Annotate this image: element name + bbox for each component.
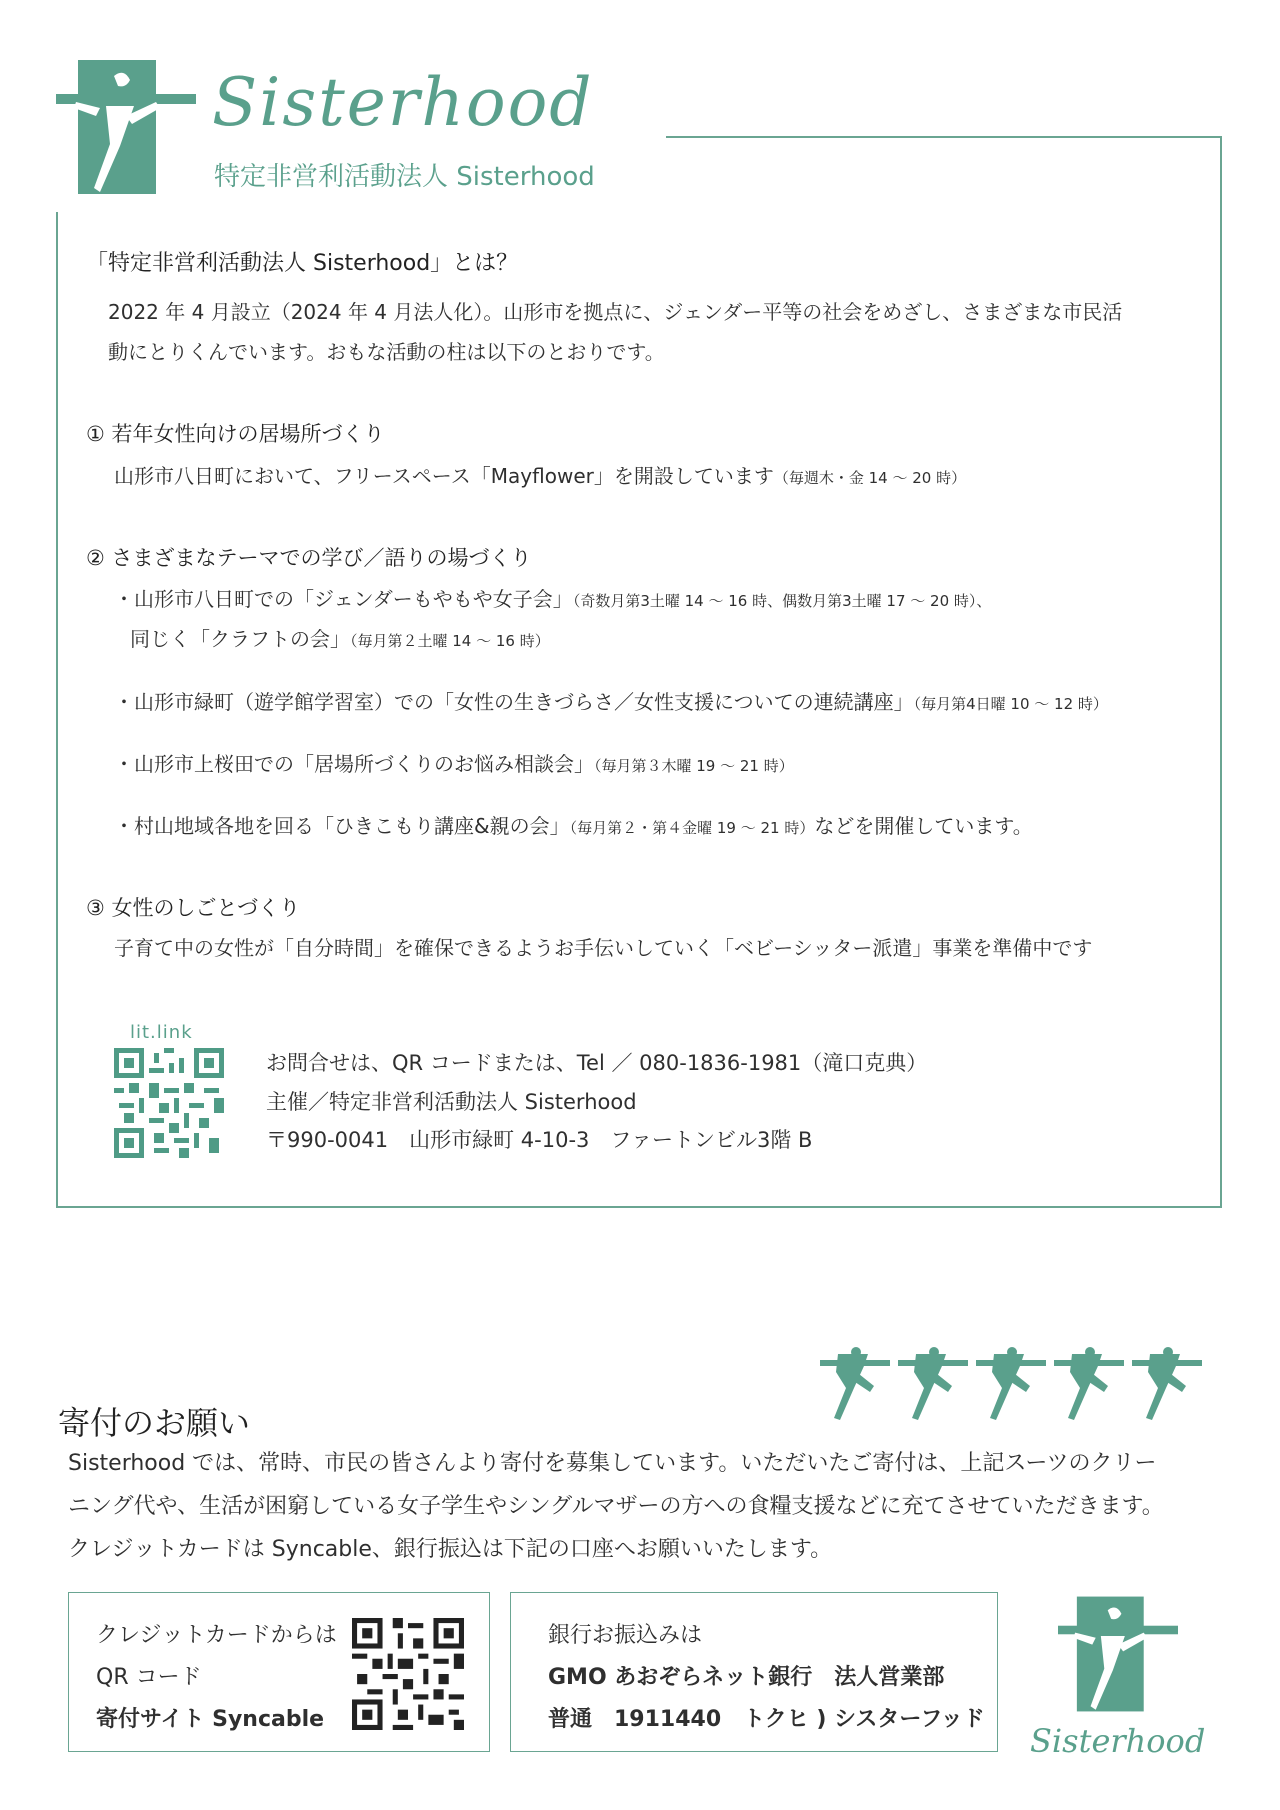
pillar-1-line <box>114 460 966 489</box>
pillar-2-item-4 <box>114 748 794 777</box>
bank-box-line3: 普通 1911440 トクヒ ) シスターフッド <box>548 1707 985 1732</box>
card-box-line3: 寄付サイト Syncable <box>96 1707 325 1732</box>
about-intro-line2: 動にとりくんでいます。おもな活動の柱は以下のとおりです。 <box>108 340 665 364</box>
contact-line1: お問合せは、QR コードまたは、Tel ／ 080-1836-1981（滝口克典） <box>266 1051 928 1075</box>
contact-qr-code[interactable] <box>114 1048 224 1158</box>
dancer-kanji-logo-icon <box>1058 1584 1178 1724</box>
brand-script-title: Sisterhood <box>212 64 594 141</box>
donation-body-line3: クレジットカードは Syncable、銀行振込は下記の口座へお願いいたします。 <box>68 1537 833 1562</box>
syncable-qr-code[interactable] <box>352 1618 464 1730</box>
bank-box-line2: GMO あおぞらネット銀行 法人営業部 <box>548 1665 945 1690</box>
about-heading: 「特定非営利活動法人 Sisterhood」とは？ <box>86 251 519 276</box>
qr-label: lit.link <box>130 1022 193 1043</box>
pillar-2-item-1-text: ・山形市八日町での「ジェンダーもやもや女子会」 <box>114 587 573 611</box>
dancing-figure-icon <box>898 1347 968 1420</box>
dancing-figure-icon <box>1054 1347 1124 1420</box>
dancing-figure-icon <box>1132 1347 1202 1420</box>
donation-title: 寄付のお願い <box>58 1404 251 1442</box>
pillar-1-text: 山形市八日町において、フリースペース「Mayflower」を開設しています <box>114 464 774 488</box>
card-box-line2: QR コード <box>96 1665 202 1690</box>
pillar-2-item-4-text: ・山形市上桜田での「居場所づくりのお悩み相談会」 <box>114 752 594 776</box>
pillar-2-item-2-text: 同じく「クラフトの会」 <box>130 627 350 651</box>
frame-top-line <box>666 136 1222 138</box>
pillar-2-item-5-note: （毎月第２・第４金曜 19 ～ 21 時） <box>569 819 815 837</box>
qr-code-icon <box>114 1048 224 1158</box>
dancing-figure-icon <box>976 1347 1046 1420</box>
pillar-1-title: ① 若年女性向けの居場所づくり <box>86 422 385 446</box>
frame-right-top <box>1220 136 1222 214</box>
header-logo <box>56 56 196 198</box>
donation-body-line1: Sisterhood では、常時、市民の皆さんより寄付を募集しています。いただいたご寄付は、上記スーツのクリー <box>68 1451 1157 1476</box>
dancing-figures-row <box>820 1346 1210 1424</box>
pillar-2-item-1 <box>114 583 991 612</box>
qr-code-icon <box>352 1618 464 1730</box>
pillar-1-note: （毎週木・金 14 ～ 20 時） <box>773 469 967 487</box>
pillar-2-item-3-text: ・山形市緑町（遊学館学習室）での「女性の生きづらさ／女性支援についての連続講座」 <box>114 690 914 714</box>
pillar-3-line: 子育て中の女性が「自分時間」を確保できるようお手伝いしていく「ベビーシッター派遣」事業を準備中です <box>114 936 1093 960</box>
bank-box-line1: 銀行お振込みは <box>548 1623 703 1648</box>
pillar-2-item-1-note: （奇数月第3土曜 14 ～ 16 時、偶数月第3土曜 17 ～ 20 時）、 <box>572 592 992 610</box>
brand-subtitle: 特定非営利活動法人 Sisterhood <box>214 162 595 192</box>
contact-line2: 主催／特定非営利活動法人 Sisterhood <box>266 1090 637 1114</box>
pillar-2-item-5 <box>114 810 1033 839</box>
pillar-2-item-2-note: （毎月第２土曜 14 ～ 16 時） <box>350 632 550 650</box>
pillar-2-item-5-text: ・村山地域各地を回る「ひきこもり講座&親の会」 <box>114 814 570 838</box>
contact-line3: 〒990-0041 山形市緑町 4-10-3 ファートンビル3階 B <box>266 1128 813 1152</box>
pillar-2-item-3-note: （毎月第4日曜 10 ～ 12 時） <box>913 695 1108 713</box>
pillar-2-item-5-tail: などを開催しています。 <box>814 814 1033 838</box>
pillar-2-item-4-note: （毎月第３木曜 19 ～ 21 時） <box>594 757 794 775</box>
pillar-2-title: ② さまざまなテーマでの学び／語りの場づくり <box>86 546 532 570</box>
donation-body-line2: ニング代や、生活が困窮している女子学生やシングルマザーの方への食糧支援などに充てさせていただきます。 <box>68 1494 1164 1519</box>
pillar-3-title: ③ 女性のしごとづくり <box>86 896 301 920</box>
footer-logo <box>1058 1584 1178 1724</box>
pillar-2-item-2 <box>130 623 550 652</box>
card-box-line1: クレジットカードからは <box>96 1623 337 1648</box>
footer-logo-text: Sisterhood <box>1030 1722 1206 1760</box>
pillar-2-item-3 <box>114 686 1108 715</box>
about-intro-line1: 2022 年 4 月設立（2024 年 4 月法人化）。山形市を拠点に、ジェンダー平等の社会をめざし、さまざまな市民活 <box>108 300 1123 324</box>
dancing-figure-icon <box>820 1347 890 1420</box>
dancer-kanji-logo-icon <box>56 56 196 198</box>
